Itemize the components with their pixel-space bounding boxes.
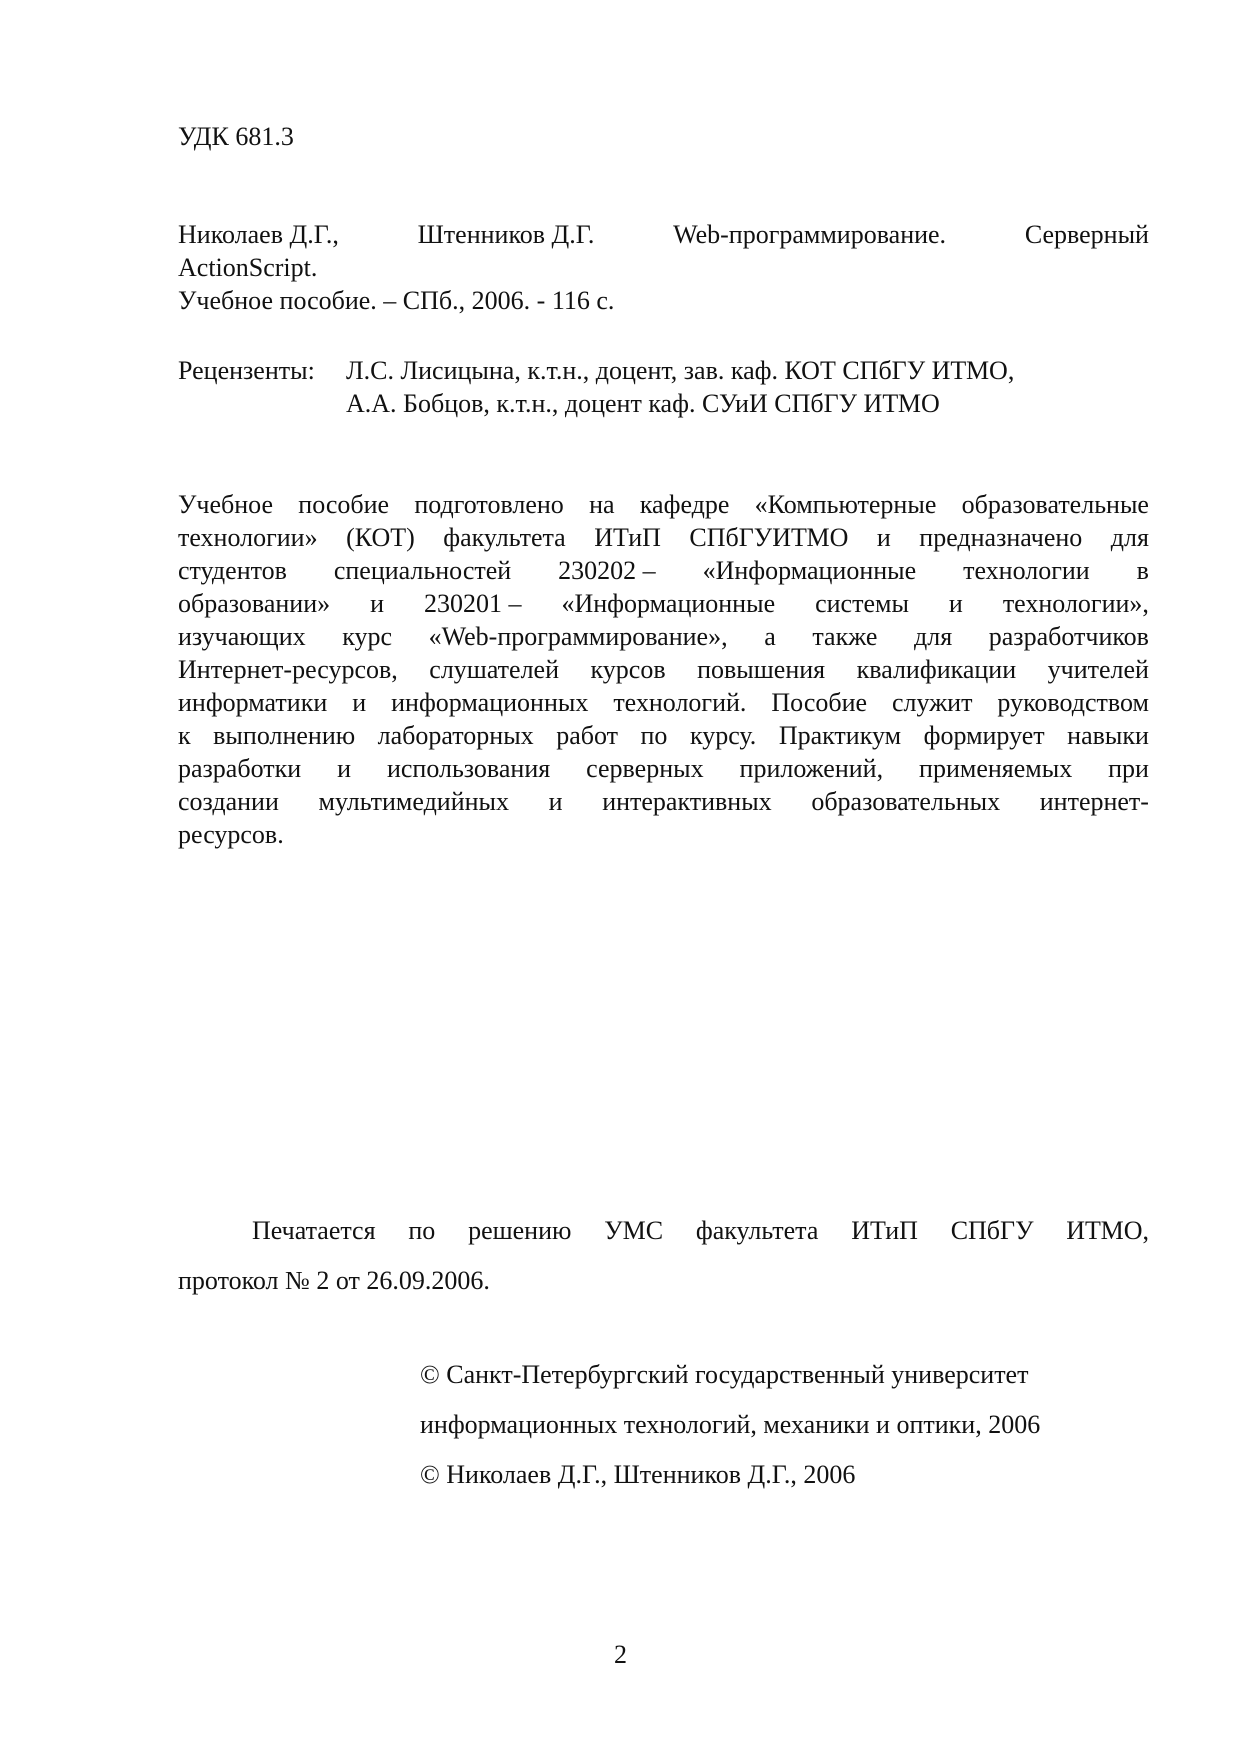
abstract-word: по — [640, 721, 668, 750]
abstract-word: создании — [178, 787, 279, 816]
abstract-word: факультета — [443, 523, 566, 552]
reviewer-item: А.А. Бобцов, к.т.н., доцент каф. СУиИ СПбГУ ИТМО — [346, 389, 940, 418]
abstract-word: образовательные — [961, 490, 1149, 519]
abstract-line-row — [178, 653, 1149, 686]
abstract-word: ИТиП — [594, 523, 661, 552]
abstract-word: и — [548, 787, 563, 816]
abstract-line-row — [178, 554, 1149, 587]
abstract-word: лабораторных — [377, 721, 534, 750]
abstract-last-line: ресурсов. — [178, 820, 284, 849]
biblio-word: Николаев Д.Г., — [178, 220, 339, 249]
reviewers-block — [178, 354, 1158, 420]
abstract-word: интернет- — [1039, 787, 1149, 816]
abstract-word: «Информационные — [561, 589, 776, 618]
abstract-paragraph — [178, 488, 1149, 851]
abstract-word: выполнению — [213, 721, 356, 750]
abstract-word: предназначено — [919, 523, 1083, 552]
abstract-word: специальностей — [333, 556, 512, 585]
abstract-line-row — [178, 521, 1149, 554]
decision-line-1 — [178, 1206, 1149, 1256]
abstract-word: технологий. — [613, 688, 747, 717]
abstract-word: и — [948, 589, 963, 618]
abstract-word: квалификации — [856, 655, 1017, 684]
abstract-word: информатики — [178, 688, 328, 717]
abstract-line — [178, 752, 1149, 785]
decision-word: факультета — [695, 1216, 819, 1245]
abstract-line-row — [178, 488, 1149, 521]
abstract-line-row — [178, 785, 1149, 818]
reviewer-row — [178, 354, 1158, 387]
abstract-word: интерактивных — [602, 787, 772, 816]
page-number: 2 — [614, 1640, 627, 1669]
publication-decision — [178, 1206, 1149, 1306]
decision-word: ИТиП — [851, 1216, 918, 1245]
abstract-word: формирует — [923, 721, 1045, 750]
abstract-word: служит — [892, 688, 973, 717]
abstract-word: технологии» — [178, 523, 318, 552]
abstract-line — [178, 686, 1149, 719]
abstract-word: для — [913, 622, 953, 651]
abstract-line — [178, 488, 1149, 521]
abstract-word: слушателей — [429, 655, 560, 684]
abstract-word: подготовлено — [414, 490, 564, 519]
biblio-word: Штенников Д.Г. — [417, 220, 595, 249]
copyright-line: © Санкт-Петербургский государственный университет — [420, 1360, 1029, 1389]
abstract-word: технологии», — [1002, 589, 1149, 618]
abstract-word: также — [812, 622, 878, 651]
abstract-word: учителей — [1047, 655, 1149, 684]
abstract-line-row — [178, 686, 1149, 719]
abstract-word: а — [764, 622, 776, 651]
abstract-word: студентов — [178, 556, 287, 585]
abstract-word: кафедре — [639, 490, 730, 519]
abstract-word: и — [352, 688, 367, 717]
abstract-word: серверных — [586, 754, 704, 783]
abstract-line — [178, 620, 1149, 653]
abstract-word: «Web-программирование», — [428, 622, 728, 651]
biblio-word: Web-программирование. — [673, 220, 947, 249]
abstract-word: Учебное — [178, 490, 274, 519]
abstract-line-row — [178, 752, 1149, 785]
biblio-line-2: ActionScript. — [178, 253, 318, 282]
abstract-word: применяемых — [919, 754, 1073, 783]
abstract-word: Практикум — [778, 721, 902, 750]
abstract-word: 230202 – — [558, 556, 656, 585]
copyright-line: информационных технологий, механики и оптики, 2006 — [420, 1410, 1041, 1439]
abstract-word: в — [1136, 556, 1149, 585]
abstract-word: на — [589, 490, 615, 519]
abstract-word: для — [1110, 523, 1149, 552]
abstract-word: пособие — [298, 490, 390, 519]
abstract-line — [178, 653, 1149, 686]
biblio-line-1 — [178, 218, 1149, 251]
abstract-word: образовательных — [811, 787, 1001, 816]
abstract-line — [178, 521, 1149, 554]
decision-word: СПбГУ — [950, 1216, 1034, 1245]
abstract-word: использования — [386, 754, 551, 783]
decision-word: ИТМО, — [1066, 1216, 1149, 1245]
abstract-line-row — [178, 620, 1149, 653]
abstract-word: «Информационные — [702, 556, 917, 585]
abstract-line — [178, 785, 1149, 818]
reviewers-label-spacer — [178, 387, 346, 420]
abstract-word: информационных — [391, 688, 589, 717]
abstract-word: системы — [815, 589, 909, 618]
reviewer-item: Л.С. Лисицына, к.т.н., доцент, зав. каф. КОТ СПбГУ ИТМО, — [346, 356, 1015, 385]
decision-word: по — [408, 1216, 436, 1245]
biblio-word: Серверный — [1024, 220, 1149, 249]
abstract-word: и — [370, 589, 385, 618]
decision-line-2: протокол № 2 от 26.09.2006. — [178, 1266, 490, 1295]
abstract-word: разработки — [178, 754, 302, 783]
abstract-word: мультимедийных — [318, 787, 510, 816]
abstract-word: руководством — [997, 688, 1149, 717]
abstract-word: образовании» — [178, 589, 331, 618]
abstract-word: курсов — [590, 655, 666, 684]
biblio-line-3: Учебное пособие. – СПб., 2006. - 116 с. — [178, 286, 615, 315]
abstract-word: при — [1108, 754, 1149, 783]
abstract-word: (КОТ) — [346, 523, 415, 552]
abstract-line — [178, 554, 1149, 587]
reviewer-row — [178, 387, 1158, 420]
abstract-word: курсу. — [689, 721, 757, 750]
abstract-word: изучающих — [178, 622, 306, 651]
abstract-word: и — [337, 754, 352, 783]
abstract-word: СПбГУИТМО — [689, 523, 849, 552]
decision-word: решению — [468, 1216, 572, 1245]
decision-word: Печатается — [252, 1216, 376, 1245]
abstract-word: Интернет-ресурсов, — [178, 655, 398, 684]
abstract-word: Пособие — [771, 688, 868, 717]
copyright-block — [420, 1350, 1040, 1500]
abstract-word: работ — [556, 721, 618, 750]
abstract-line-row — [178, 587, 1149, 620]
abstract-word: 230201 – — [424, 589, 522, 618]
abstract-line — [178, 719, 1149, 752]
decision-word: УМС — [604, 1216, 664, 1245]
abstract-word: приложений, — [739, 754, 884, 783]
abstract-word: технологии — [963, 556, 1090, 585]
abstract-line-row — [178, 719, 1149, 752]
abstract-word: разработчиков — [988, 622, 1149, 651]
bibliographic-record — [178, 218, 1149, 317]
udk-code: УДК 681.3 — [178, 122, 294, 151]
abstract-word: навыки — [1067, 721, 1149, 750]
abstract-word: и — [876, 523, 891, 552]
abstract-word: курс — [342, 622, 393, 651]
abstract-line — [178, 587, 1149, 620]
copyright-line: © Николаев Д.Г., Штенников Д.Г., 2006 — [420, 1460, 856, 1489]
abstract-word: «Компьютерные — [754, 490, 937, 519]
abstract-word: повышения — [697, 655, 826, 684]
abstract-word: к — [178, 721, 191, 750]
reviewers-label: Рецензенты: — [178, 356, 315, 385]
